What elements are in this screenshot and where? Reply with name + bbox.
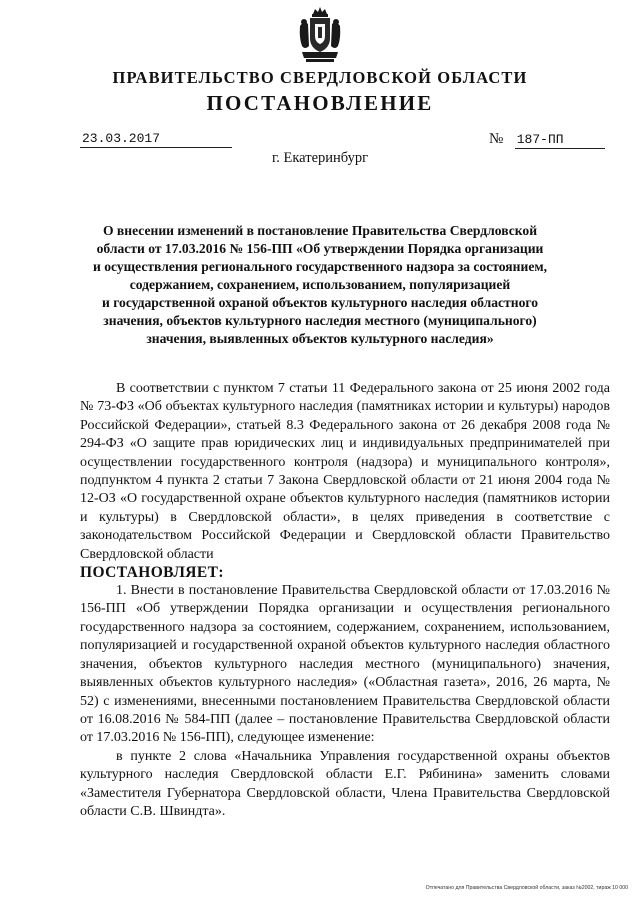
government-title: ПРАВИТЕЛЬСТВО СВЕРДЛОВСКОЙ ОБЛАСТИ xyxy=(112,68,528,87)
heading-line: содержанием, сохранением, использованием, популяризацией xyxy=(129,277,511,292)
decree-word: ПОСТАНОВЛЯЕТ: xyxy=(80,564,224,582)
number-label: № xyxy=(489,131,504,147)
registration-date: 23.03.2017 xyxy=(80,131,232,148)
document-type: ПОСТАНОВЛЕНИЕ xyxy=(206,91,434,115)
item-1-paragraph: 1. Внести в постановление Правительства Свердловской области от 17.03.2016 № 156-ПП «Об утверждении Порядка организации и осуществления регионального государственного надзора за состоянием, содержанием, сохранением, использованием, популяризацией и государственной охраной объектов культурного наследия областного значения, объектов культурного наследия местного (муниципального) значения, выявленных объектов культурного наследия» («Областная газета», 2016, 26 марта, № 52) с изменениями, внесенными постановлением Правительства Свердловской области от 16.08.2016 № 584-ПП (далее – постановление Правительства Свердловской области от 17.03.2016 № 156-ПП), следующее изменение: xyxy=(80,583,610,746)
registration-number xyxy=(489,131,605,149)
print-note: Отпечатано для Правительства Свердловской области, заказ №2002, тираж 10 000 xyxy=(425,885,628,891)
preamble-paragraph: В соответствии с пунктом 7 статьи 11 Федерального закона от 25 июня 2002 года № 73-ФЗ «Об объектах культурного наследия (памятниках истории и культуры) народов Российской Федерации», статьей 8.3 Федерального закона от 26 декабря 2008 года № 294-ФЗ «О защите прав юридических лиц и индивидуальных предпринимателей при осуществлении государственного контроля (надзора) и муниципального контроля», подпунктом 4 пункта 2 статьи 7 Закона Свердловской области от 21 июня 2004 года № 12-ОЗ «О государственной охране объектов культурного наследия (памятников истории и культуры) в Свердловской области», в целях приведения в соответствие с законодательством Российской Федерации и Свердловской области Правительство Свердловской области xyxy=(80,381,610,562)
heading-line: значения, объектов культурного наследия местного (муниципального) xyxy=(103,313,537,328)
item-1-change-paragraph: в пункте 2 слова «Начальника Управления государственной охраны объектов культурного наследия Свердловской области Е.Г. Рябинина» заменить словами «Заместителя Губернатора Свердловской области, Члена Правительства Свердловской области С.В. Швиндта». xyxy=(80,748,610,819)
city: г. Екатеринбург xyxy=(271,150,369,166)
heading-line: О внесении изменений в постановление Правительства Свердловской xyxy=(102,223,538,238)
heading-line: значения, выявленных объектов культурного наследия» xyxy=(146,331,494,346)
coat-of-arms-icon xyxy=(296,6,344,64)
number-value: 187-ПП xyxy=(515,132,605,149)
heading-line: и государственной охраной объектов культурного наследия областного xyxy=(101,295,539,310)
heading-line: и осуществления регионального государственного надзора за состоянием, xyxy=(92,259,548,274)
document-body xyxy=(80,380,610,821)
document-heading xyxy=(70,222,570,348)
heading-line: области от 17.03.2016 № 156-ПП «Об утверждении Порядка организации xyxy=(96,241,544,256)
